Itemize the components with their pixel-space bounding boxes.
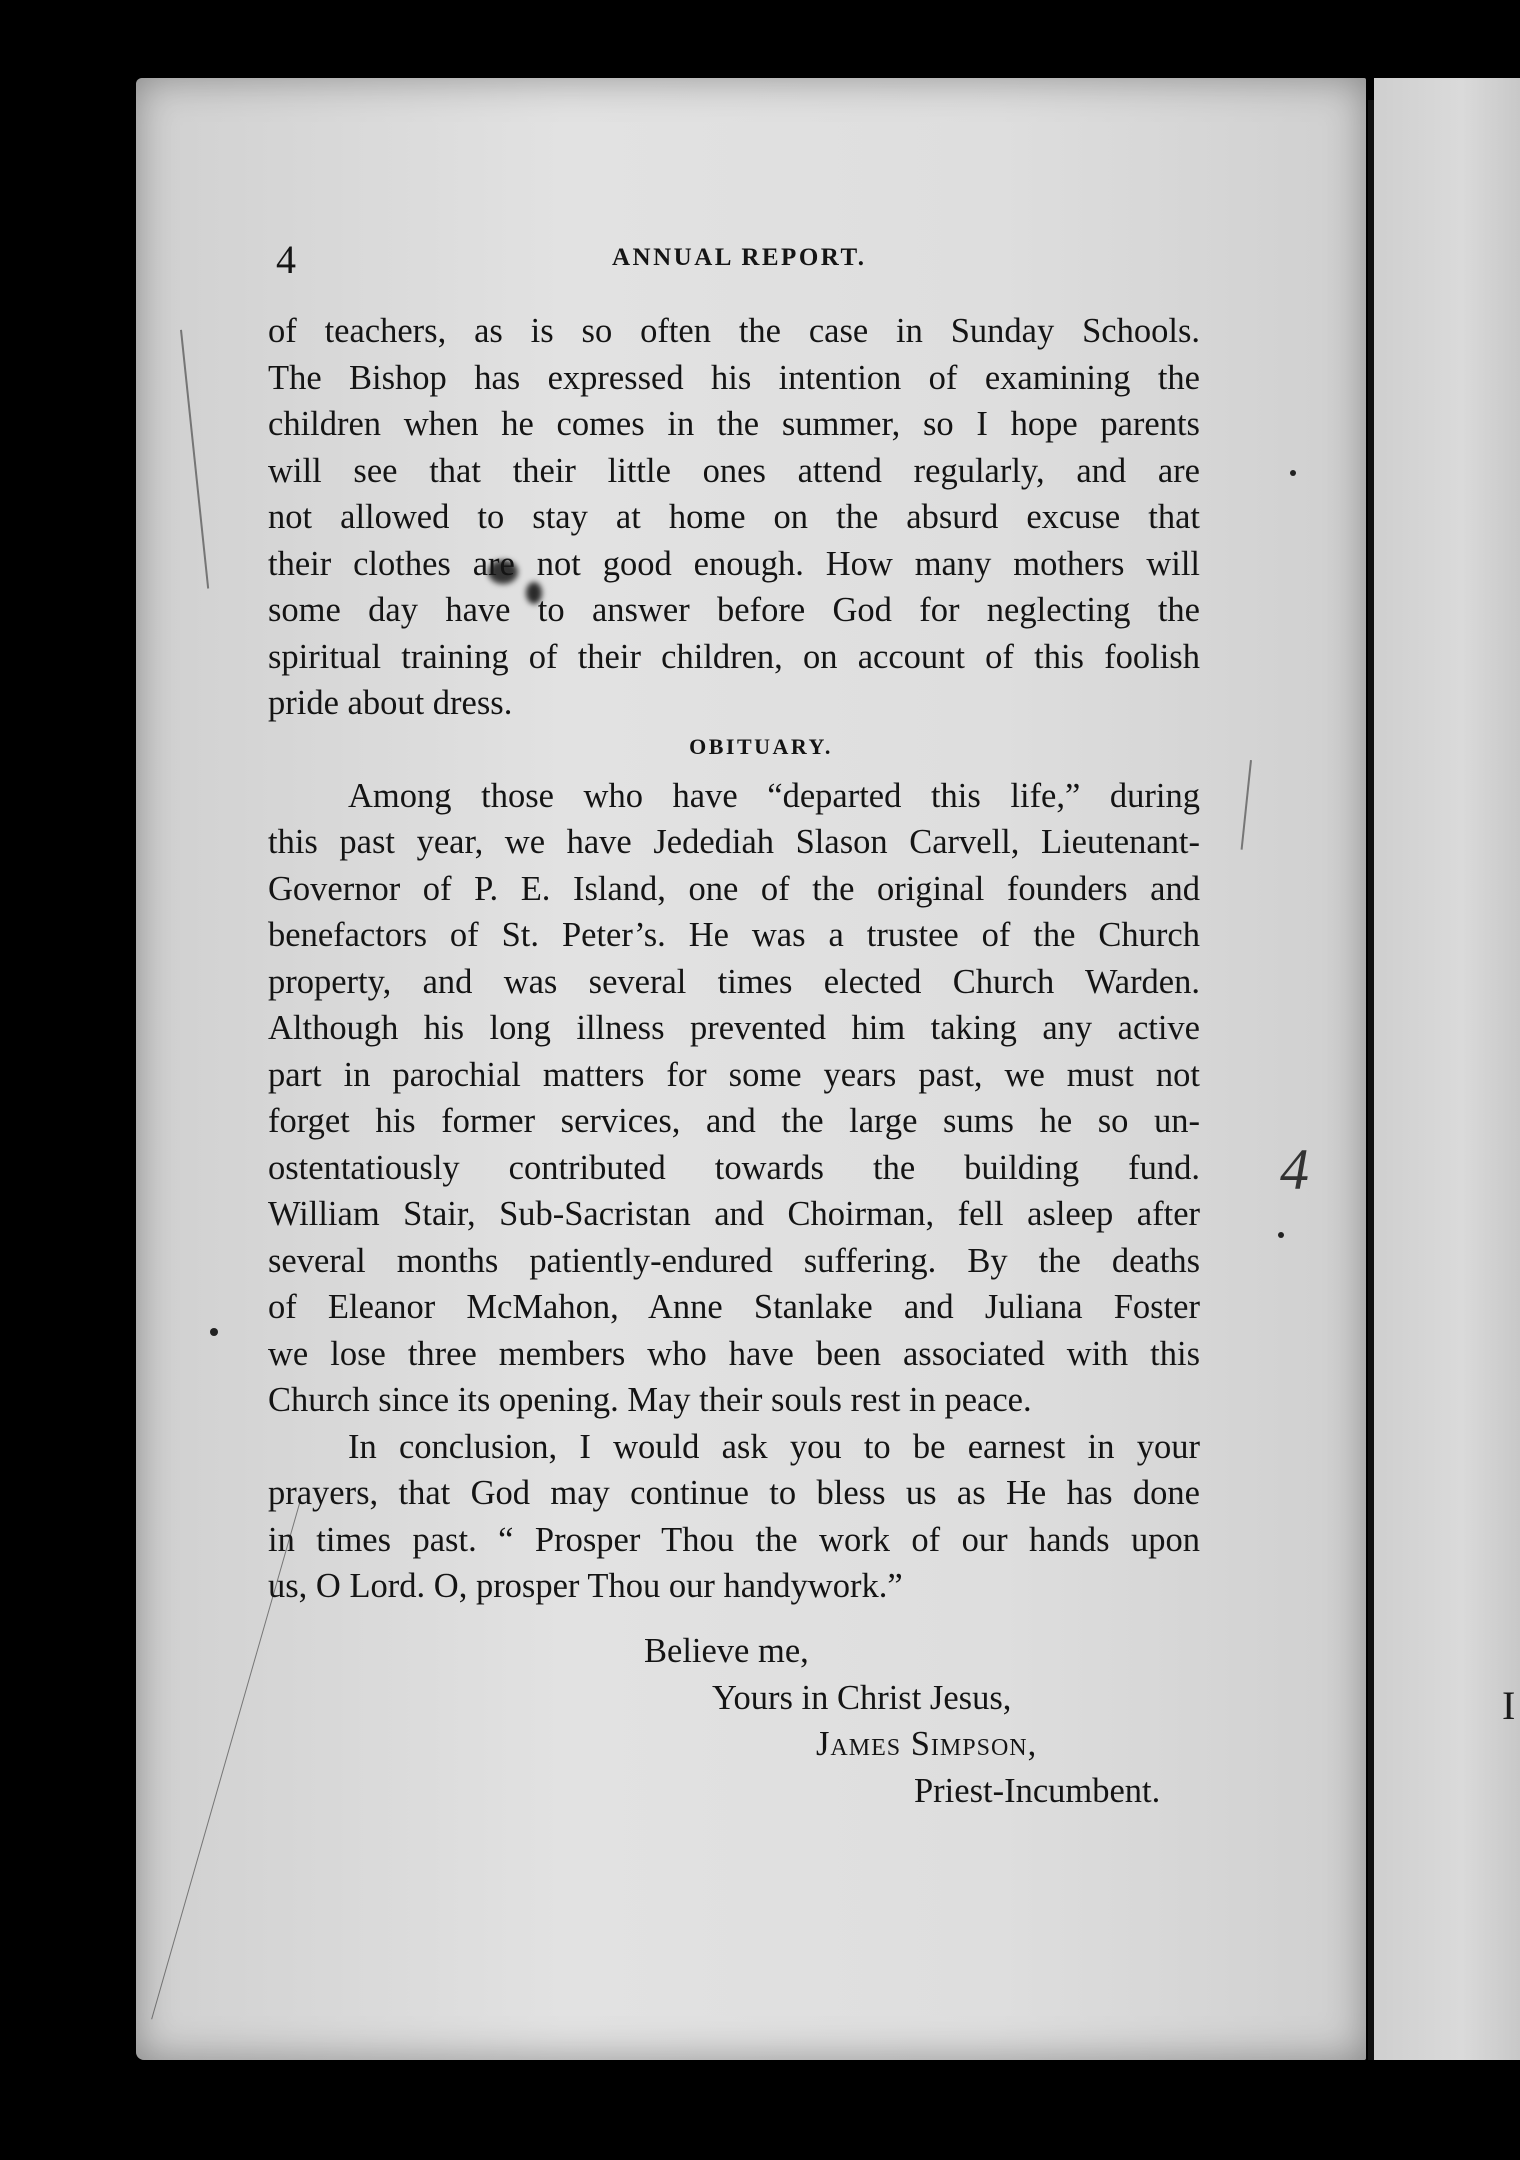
text-line: spiritual training of their children, on account of this foolish	[268, 637, 1200, 676]
text-line: Although his long illness prevented him taking any active	[268, 1009, 1200, 1047]
text-line: this past year, we have Jedediah Slason Carvell, Lieutenant-	[268, 823, 1200, 861]
text-line: in times past. “ Prosper Thou the work of our hands upon	[268, 1520, 1200, 1559]
text-line: Governor of P. E. Island, one of the original founders and	[268, 869, 1200, 908]
text-line: William Stair, Sub-Sacristan and Choirman, fell asleep after	[268, 1195, 1200, 1233]
text-line: In conclusion, I would ask you to be earnest in your	[348, 1427, 1200, 1466]
speck	[210, 1328, 218, 1336]
running-head: ANNUAL REPORT.	[612, 244, 867, 271]
handwritten-margin-mark: 4	[1280, 1137, 1309, 1202]
text-line: benefactors of St. Peter’s. He was a trustee of the Church	[268, 916, 1200, 954]
text-line: of Eleanor McMahon, Anne Stanlake and Juliana Foster	[268, 1288, 1200, 1326]
page-number: 4	[276, 237, 296, 282]
text-line: we lose three members who have been associated with this	[268, 1334, 1200, 1373]
text-line: Among those who have “departed this life,” during	[348, 776, 1200, 815]
valediction-line: Yours in Christ Jesus,	[712, 1678, 1012, 1717]
text-line: of teachers, as is so often the case in Sunday Schools.	[268, 312, 1200, 350]
adjacent-page-fragment: I	[1502, 1683, 1516, 1728]
page-gutter	[1368, 100, 1374, 2060]
section-heading: OBITUARY.	[689, 733, 833, 759]
text-line: not allowed to stay at home on the absurd excuse that	[268, 498, 1200, 536]
text-line: property, and was several times elected Church Warden.	[268, 962, 1200, 1001]
speck	[1278, 1232, 1284, 1238]
speck	[1290, 470, 1296, 476]
signature-title: Priest-Incumbent.	[914, 1771, 1161, 1810]
text-line: some day have to answer before God for neglecting the	[268, 591, 1200, 629]
text-line: children when he comes in the summer, so I hope parents	[268, 405, 1200, 443]
body-text	[268, 308, 1200, 1610]
text-line: their clothes are not good enough. How many mothers will	[268, 544, 1200, 583]
valediction: Believe me,	[644, 1632, 809, 1670]
text-line: The Bishop has expressed his intention of examining the	[268, 358, 1200, 397]
text-line: us, O Lord. O, prosper Thou our handywork.”	[268, 1567, 903, 1605]
signature-name: James Simpson,	[816, 1725, 1038, 1763]
text-line: forget his former services, and the large sums he so un-	[268, 1102, 1200, 1140]
text-line: Church since its opening. May their souls rest in peace.	[268, 1381, 1032, 1419]
adjacent-page-edge	[1374, 78, 1520, 2060]
page-header	[270, 236, 1200, 286]
text-line: several months patiently-endured suffering. By the deaths	[268, 1241, 1200, 1280]
text-line: part in parochial matters for some years past, we must not	[268, 1055, 1200, 1094]
text-line: prayers, that God may continue to bless us as He has done	[268, 1474, 1200, 1512]
text-line: pride about dress.	[268, 684, 513, 722]
text-line: ostentatiously contributed towards the building fund.	[268, 1148, 1200, 1187]
letter-closing	[268, 1628, 1200, 1814]
text-line: will see that their little ones attend regularly, and are	[268, 451, 1200, 490]
